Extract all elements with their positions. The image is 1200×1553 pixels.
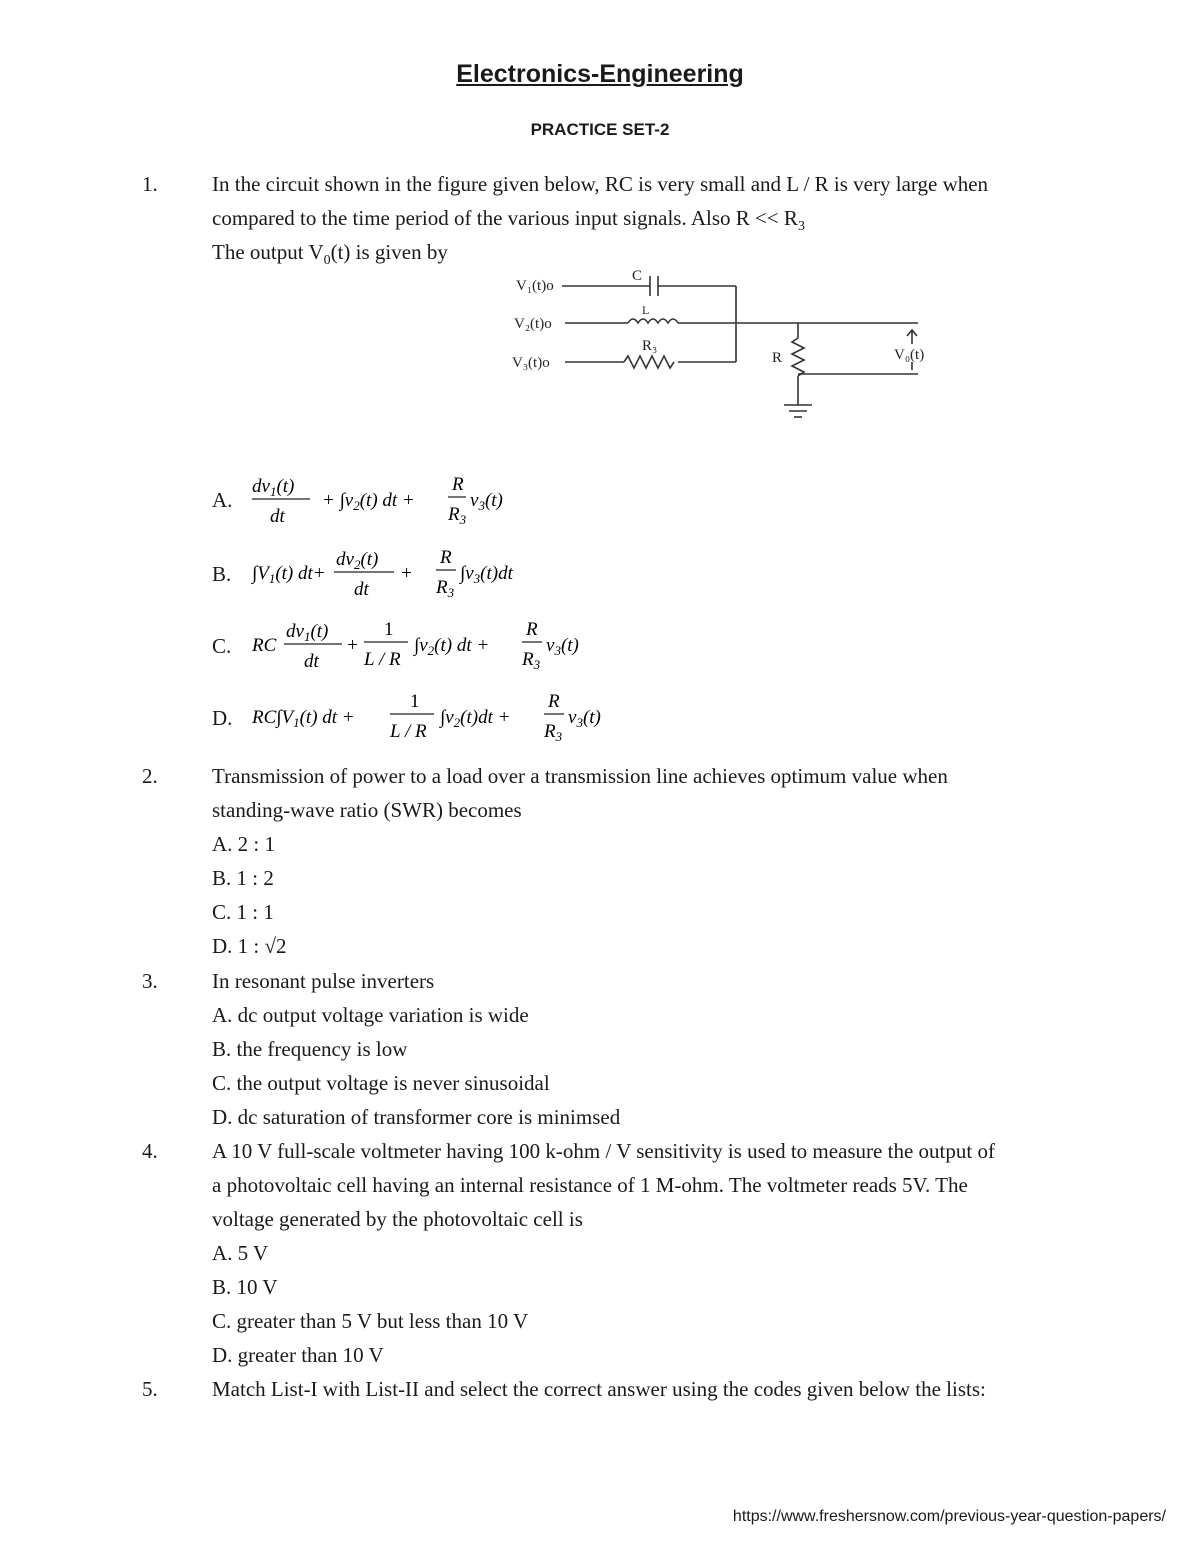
- label-c: C: [632, 270, 643, 284]
- q4-option-c: C. greater than 5 V but less than 10 V: [212, 1309, 529, 1333]
- svg-text:1: 1: [410, 691, 420, 712]
- q4-text-line2: a photovoltaic cell having an internal resistance of 1 M-ohm. The voltmeter reads 5V. The: [212, 1173, 968, 1197]
- footer-url[interactable]: https://www.freshersnow.com/previous-year-question-papers/: [732, 1508, 1166, 1525]
- svg-text:L / R: L / R: [364, 649, 401, 670]
- q4-text-line1: A 10 V full-scale voltmeter having 100 k-ohm / V sensitivity is used to measure the output of: [212, 1139, 995, 1163]
- svg-text:∫V1(t) dt+: $\int V_1(t)$ dt+: [252, 563, 326, 586]
- svg-text:v3(t): $v_3(t)$: [568, 707, 601, 730]
- q1-formula-a: [250, 472, 550, 538]
- q4-option-b: B. 10 V: [212, 1275, 278, 1299]
- label-vo: V₀(t): [894, 347, 925, 363]
- q3-number: 3.: [142, 969, 158, 993]
- svg-text:R: R: [440, 547, 452, 568]
- svg-text:dv1(t): $dv_1(t)$: [286, 621, 329, 644]
- svg-text:∫v2(t) dt +: $\int v_2(t)$ dt +: [414, 635, 490, 658]
- q1-formula-d: [250, 689, 630, 757]
- q2-text-line1: Transmission of power to a load over a transmission line achieves optimum value when: [212, 764, 948, 788]
- svg-text:R3: $R_3$: [436, 577, 455, 600]
- svg-text:1: 1: [384, 619, 394, 640]
- q1-formula-b: [250, 545, 570, 611]
- label-v2: V₂(t)o: [514, 316, 552, 332]
- q1-formula-c: [250, 617, 610, 685]
- svg-text:dt: dt: [354, 579, 369, 600]
- q1-option-d-label: D.: [212, 706, 233, 730]
- label-l: L: [642, 303, 650, 317]
- svg-text:R3: $R_3$: [448, 504, 467, 527]
- page-title: Electronics-Engineering: [456, 60, 744, 88]
- q4-text-line3: voltage generated by the photovoltaic cell is: [212, 1207, 583, 1231]
- svg-text:R: R: [548, 691, 560, 712]
- svg-text:+ ∫v2(t) dt +: + $\int v_2(t)$ dt +: [322, 490, 415, 513]
- q4-option-d: D. greater than 10 V: [212, 1343, 384, 1367]
- q3-text-line1: In resonant pulse inverters: [212, 969, 435, 993]
- svg-text:RC∫V1(t) dt +: $RC\int V_1(t)$ dt +: [252, 707, 355, 730]
- q2-text-line2: standing-wave ratio (SWR) becomes: [212, 798, 522, 822]
- svg-text:v3(t): $v_3(t)$: [546, 635, 579, 658]
- q1-option-b-label: B.: [212, 562, 232, 586]
- q4-option-a: A. 5 V: [212, 1241, 269, 1265]
- q1-option-a-label: A.: [212, 488, 233, 512]
- q3-option-d: D. dc saturation of transformer core is minimsed: [212, 1105, 621, 1129]
- q1-text-line1: In the circuit shown in the figure given below, RC is very small and L / R is very large when: [212, 172, 989, 196]
- q5-text-line1: Match List-I with List-II and select the correct answer using the codes given below the lists:: [212, 1377, 986, 1401]
- q2-number: 2.: [142, 764, 158, 788]
- svg-text:dv2(t): $dv_2(t)$: [336, 549, 379, 572]
- svg-text:R: R: [526, 619, 538, 640]
- svg-text:dv1(t): $dv_1(t)$: [252, 476, 295, 499]
- q2-option-c: C. 1 : 1: [212, 900, 274, 924]
- svg-text:RC: RC: [252, 635, 277, 656]
- q2-option-a: A. 2 : 1: [212, 832, 275, 856]
- svg-text:∫v3(t)dt: $\int v_3(t)dt$: [460, 563, 513, 586]
- label-v3: V₃(t)o: [512, 355, 550, 371]
- svg-text:R: R: [452, 474, 464, 495]
- svg-text:v3(t): $v_3(t)$: [470, 490, 503, 513]
- q1-text-line2: compared to the time period of the various input signals. Also $R << R_3$: [212, 206, 805, 235]
- q1-option-c-label: C.: [212, 634, 232, 658]
- svg-text:dt: dt: [270, 506, 285, 527]
- label-r: R: [772, 350, 783, 366]
- svg-text:R3: $R_3$: [522, 649, 541, 672]
- circuit-diagram: [500, 270, 950, 425]
- svg-text:∫v2(t)dt +: $\int v_2(t)dt$ +: [440, 707, 511, 730]
- practice-set-heading: PRACTICE SET-2: [530, 120, 670, 139]
- q4-number: 4.: [142, 1139, 158, 1163]
- svg-text:dt: dt: [304, 651, 319, 672]
- svg-text:L / R: L / R: [390, 721, 427, 742]
- q3-option-b: B. the frequency is low: [212, 1037, 408, 1061]
- q1-text-line3: The output $V_0(t)$ is given by: [212, 240, 448, 269]
- svg-text:R3: $R_3$: [544, 721, 563, 744]
- label-v1: V₁(t)o: [516, 278, 554, 294]
- q3-option-c: C. the output voltage is never sinusoidal: [212, 1071, 550, 1095]
- svg-text:+: +: [346, 635, 359, 656]
- q1-number: 1.: [142, 172, 158, 196]
- q5-number: 5.: [142, 1377, 158, 1401]
- svg-text:+: +: [400, 563, 413, 584]
- label-r3: R₃: [642, 338, 658, 354]
- q3-option-a: A. dc output voltage variation is wide: [212, 1003, 529, 1027]
- q2-option-d: D. 1 : √2: [212, 934, 287, 958]
- q2-option-b: B. 1 : 2: [212, 866, 274, 890]
